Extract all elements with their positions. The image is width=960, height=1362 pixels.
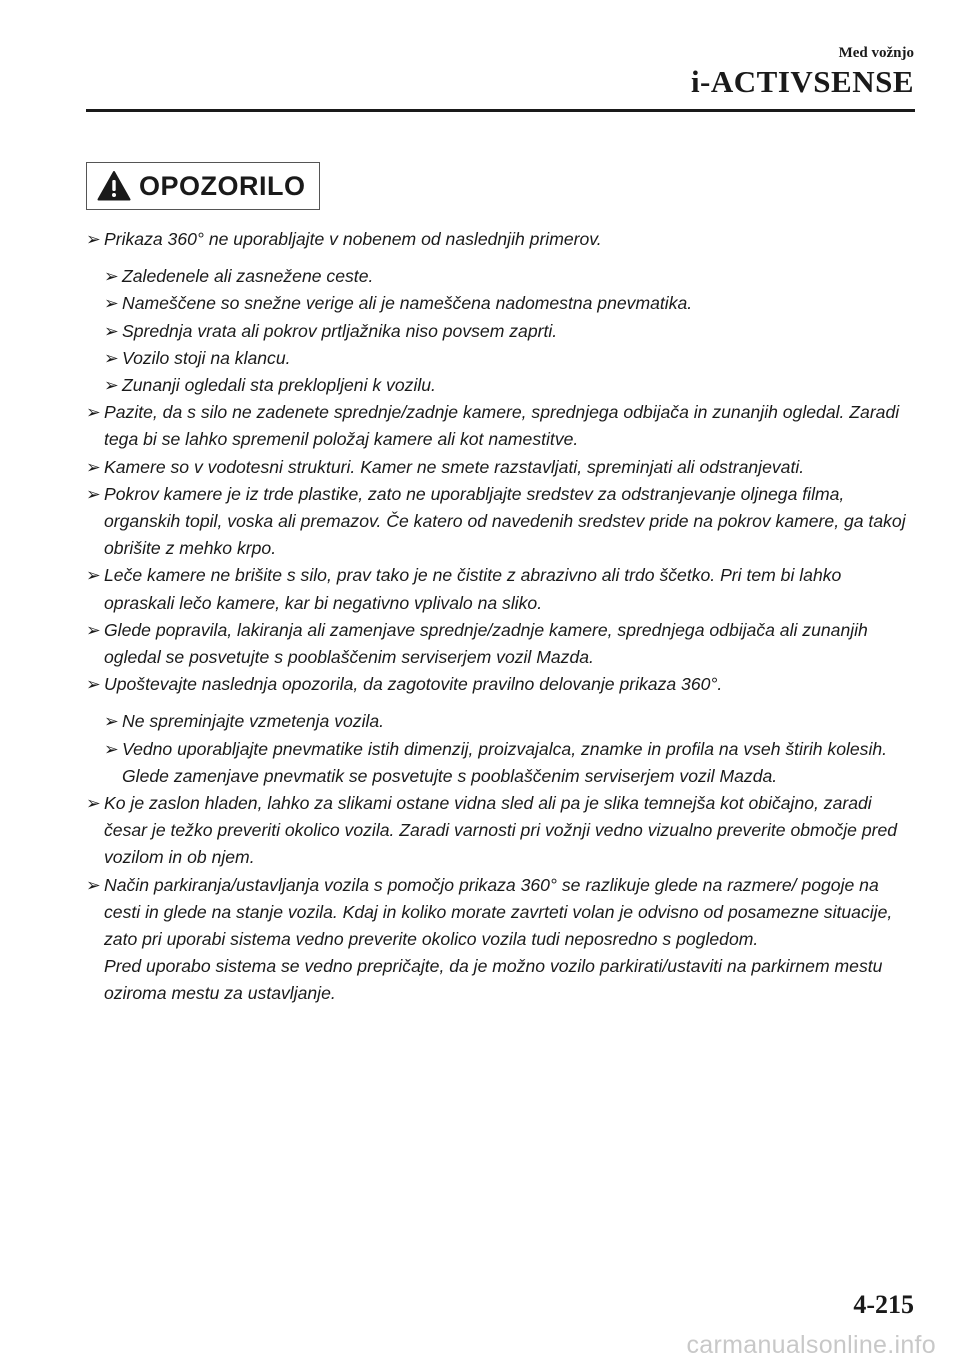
bullet-arrow-icon: ➢ [86, 874, 101, 895]
list-item-text: Ko je zaslon hladen, lahko za slikami ostane vidna sled ali pa je slika temnejša kot običajno, zaradi česar je težko preveriti okolico vozila. Zaradi varnosti pri vožnji vedno vizualno preverite območje pred vozilom in ob njem. [104, 793, 898, 868]
list-item-text: Zaledenele ali zasnežene ceste. [122, 266, 374, 287]
list-item-text: Pazite, da s silo ne zadenete sprednje/zadnje kamere, sprednjega odbijača in zunanjih ogledal. Zaradi tega bi se lahko spremenil položaj kamere ali kot namestitve. [104, 402, 900, 450]
list-item-extra-text: Pred uporabo sistema se vedno prepričajte, da je možno vozilo parkirati/ustaviti na parkirnem mestu oziroma mestu za ustavljanje. [104, 956, 883, 1004]
list-item-text: Zunanji ogledali sta preklopljeni k vozilu. [122, 375, 436, 396]
list-item-text: Prikaza 360° ne uporabljajte v nobenem od naslednjih primerov. [104, 229, 602, 249]
bullet-arrow-icon: ➢ [104, 738, 119, 759]
list-item [86, 617, 916, 671]
bullet-arrow-icon: ➢ [104, 375, 119, 396]
list-item [86, 226, 916, 253]
list-item [86, 872, 916, 1008]
list-item-text: Glede popravila, lakiranja ali zamenjave sprednje/zadnje kamere, sprednjega odbijača ali zunanjih ogledal se posvetujte s pooblaščenim serviserjem vozil Mazda. [104, 619, 868, 668]
bullet-arrow-icon: ➢ [104, 711, 119, 732]
list-item [86, 671, 916, 698]
warning-heading-box [86, 162, 320, 210]
bullet-arrow-icon: ➢ [86, 456, 101, 477]
page-number: 4-215 [853, 1290, 914, 1319]
list-item-text: Ne spreminjajte vzmetenja vozila. [122, 711, 385, 732]
sub-list-item [104, 708, 916, 735]
list-item-text: Leče kamere ne brišite s silo, prav tako je ne čistite z abrazivno ali trdo ščetko. Pri tem bi lahko opraskali lečo kamere, kar bi negativno vplivalo na sliko. [104, 565, 842, 613]
bullet-arrow-icon: ➢ [86, 674, 101, 695]
bullet-arrow-icon: ➢ [86, 565, 101, 586]
warning-triangle-icon [97, 170, 131, 202]
bullet-arrow-icon: ➢ [104, 266, 119, 287]
bullet-arrow-icon: ➢ [86, 483, 101, 504]
list-item [86, 790, 916, 872]
sub-list-item [104, 736, 916, 790]
warning-title: OPOZORILO [139, 170, 306, 201]
warning-content [86, 226, 916, 1008]
list-item-text: Nameščene so snežne verige ali je nameščena nadomestna pnevmatika. [122, 293, 693, 314]
list-item-text: Sprednja vrata ali pokrov prtljažnika niso povsem zaprti. [122, 320, 558, 341]
sub-list-item [104, 372, 916, 399]
sub-list-item [104, 345, 916, 372]
list-item [86, 399, 916, 453]
bullet-arrow-icon: ➢ [104, 293, 119, 314]
sub-list-item [104, 263, 916, 290]
list-item-text: Vedno uporabljajte pnevmatike istih dimenzij, proizvajalca, znamke in profila na vseh štirih kolesih. Glede zamenjave pnevmatik se posvetujte s pooblaščenim serviserjem vozil Mazda. [122, 738, 888, 786]
sub-list-item [104, 290, 916, 317]
bullet-arrow-icon: ➢ [86, 619, 101, 640]
list-item-text: Kamere so v vodotesni strukturi. Kamer ne smete razstavljati, spreminjati ali odstranjevati. [104, 456, 805, 477]
list-item-text: Upoštevajte naslednja opozorila, da zagotovite pravilno delovanje prikaza 360°. [104, 674, 723, 695]
chapter-title: i-ACTIVSENSE [690, 64, 914, 99]
section-label: Med vožnjo [838, 45, 914, 61]
bullet-arrow-icon: ➢ [86, 793, 101, 814]
list-item [86, 454, 916, 481]
list-item-text: Način parkiranja/ustavljanja vozila s pomočjo prikaza 360° se razlikuje glede na razmere/ pogoje na cesti in glede na stanje vozila. Kdaj in koliko morate zavrteti volan je odvisno od posamezne situacije, zato pri uporabi sistema vedno preverite okolico vozila tudi neposredno s pogledom. [104, 874, 893, 950]
bullet-arrow-icon: ➢ [86, 229, 101, 249]
list-item-text: Pokrov kamere je iz trde plastike, zato ne uporabljajte sredstev za odstranjevanje oljnega filma, organskih topil, voska ali premazov. Če katero od navedenih sredstev pride na pokrov kamere, ga takoj obrišite z mehko krpo. [104, 483, 906, 559]
list-item [86, 562, 916, 616]
sub-list-item [104, 318, 916, 345]
list-item [86, 481, 916, 563]
bullet-arrow-icon: ➢ [104, 320, 119, 341]
header-divider [86, 109, 915, 112]
list-item-text: Vozilo stoji na klancu. [122, 347, 291, 368]
bullet-arrow-icon: ➢ [104, 347, 119, 368]
page-header [691, 44, 914, 100]
bullet-arrow-icon: ➢ [86, 402, 101, 423]
watermark: carmanualsonline.info [686, 1331, 936, 1359]
